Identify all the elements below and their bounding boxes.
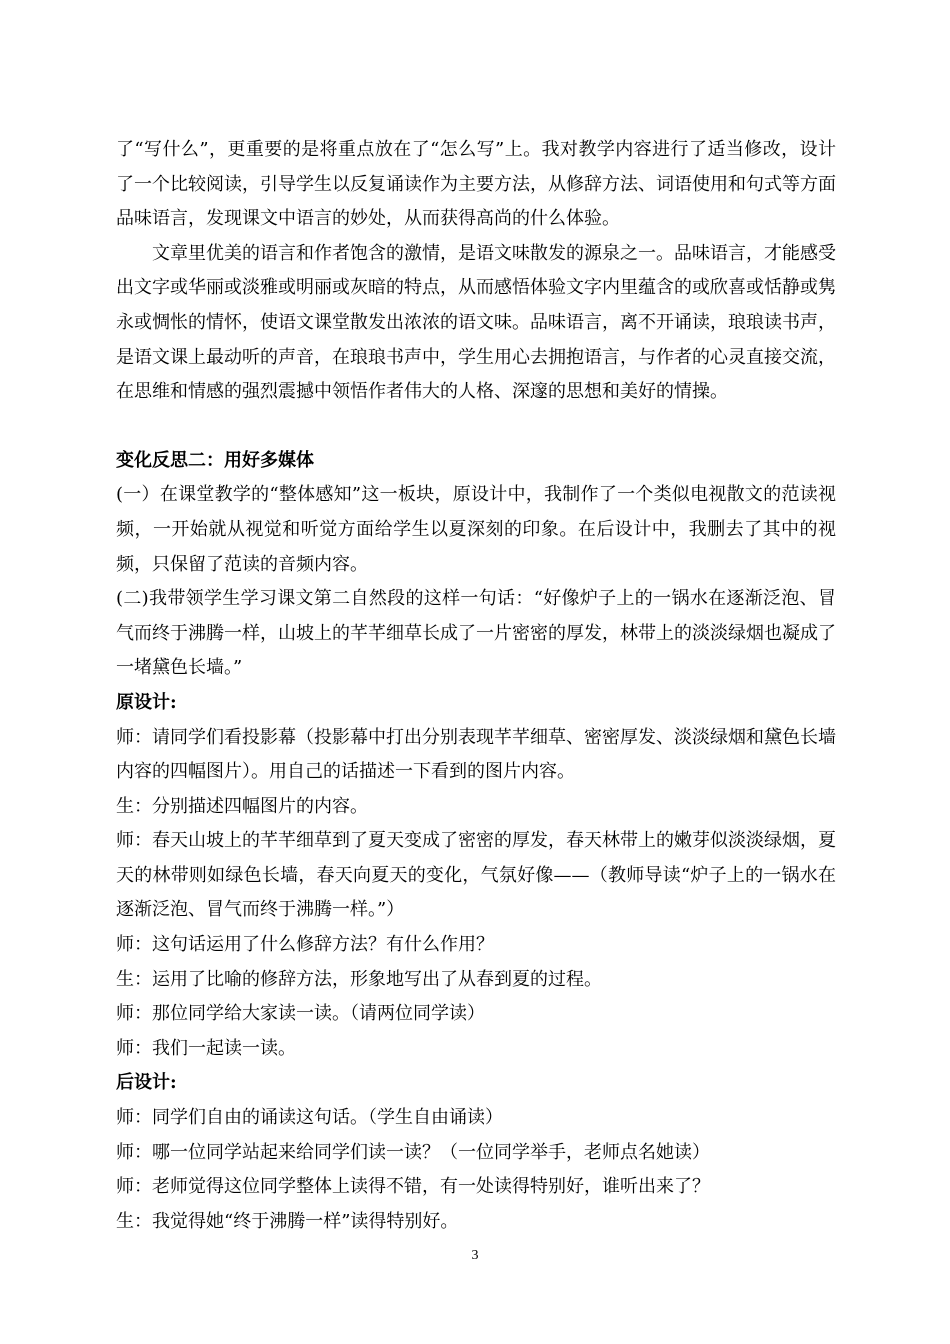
item-1-line-3: 的视频，只保留了范读的音频内容。: [116, 518, 837, 575]
later-design-label: 后设计:: [116, 1072, 177, 1094]
paragraph-1: [116, 133, 836, 237]
item-2-line-3: 凝成了一堵黛色长墙。”: [116, 622, 836, 679]
later-design-line-4: 生：我觉得她“终于沸腾一样”读得特别好。: [116, 1210, 459, 1232]
item-2-line-1: (二)我带领学生学习课文第二自然段的这样一句话：“好像炉子上的一锅水在逐渐泛泡、: [116, 588, 818, 610]
item-1-line-1: (一）在课堂教学的“整体感知”这一板块，原设计中，我制作了一个类似电视散文的范: [116, 484, 800, 506]
original-design-label: 原设计:: [116, 691, 177, 713]
paragraph-1-line-3: 等方面品味语言，发现课文中语言的妙处，从而获得高尚的什么体验。: [116, 173, 836, 230]
section-heading: 变化反思二：用好多媒体: [116, 449, 314, 471]
paragraph-2-line-5: 直接交流，在思维和情感的强烈震撼中领悟作者伟大的人格、深邃的思想和美好的情操。: [116, 346, 836, 403]
paragraph-2-line-1: 文章里优美的语言和作者饱含的激情，是语文味散发的源泉之一。品味语言，才能感: [152, 242, 818, 264]
later-design-line-3: 师：老师觉得这位同学整体上读得不错，有一处读得特别好，谁听出来了？: [116, 1176, 710, 1198]
original-design-line-10: 师：我们一起读一读。: [116, 1037, 296, 1059]
item-2-line-2: 冒气而终于沸腾一样，山坡上的芊芊细草长成了一片密密的厚发，林带上的淡淡绿烟也: [116, 588, 836, 644]
original-design-line-9: 师：那位同学给大家读一读。（请两位同学读）: [116, 1003, 485, 1025]
item-1: [116, 478, 836, 582]
paragraph-2: [116, 237, 836, 410]
later-design-line-2: 师：哪一位同学站起来给同学们读一读？（一位同学举手，老师点名她读）: [116, 1141, 710, 1163]
original-design-line-1: 师：请同学们看投影幕（投影幕中打出分别表现芊芊细草、密密厚发、淡淡绿烟和黛色长: [116, 726, 818, 748]
page-number: 3: [471, 1248, 479, 1263]
item-2: [116, 582, 836, 686]
original-design-line-8: 生：运用了比喻的修辞方法，形象地写出了从春到夏的过程。: [116, 968, 602, 990]
original-design-line-4: 师：春天山坡上的芊芊细草到了夏天变成了密密的厚发，春天林带上的嫩芽似淡淡绿烟，: [116, 830, 818, 852]
original-design-line-7: 师：这句话运用了什么修辞方法？有什么作用？: [116, 934, 494, 956]
paragraph-1-line-1: 了“写什么”，更重要的是将重点放在了“怎么写”上。我对教学内容进行了适当修改，: [116, 139, 800, 160]
original-design-line-6: 水在逐渐泛泡、冒气而终于沸腾一样。”）: [116, 864, 836, 921]
original-design-turn-1: [116, 721, 836, 790]
original-design-turn-3: [116, 824, 836, 928]
paragraph-2-line-3: 静或隽永或惆怅的情怀，使语文课堂散发出浓浓的语文味。品味语言，离不开诵读，琅琅: [116, 277, 836, 333]
original-design-line-2: 墙内容的四幅图片）。用自己的话描述一下看到的图片内容。: [116, 726, 836, 783]
original-design-line-3: 生：分别描述四幅图片的内容。: [116, 795, 368, 817]
document-page: [116, 133, 836, 1239]
later-design-line-1: 师：同学们自由的诵读这句话。（学生自由诵读）: [116, 1107, 503, 1129]
item-1-line-2: 读视频，一开始就从视觉和听觉方面给学生以夏深刻的印象。在后设计中，我删去了其中: [116, 484, 836, 540]
paragraph-1-line-2: 设计了一个比较阅读，引导学生以反复诵读作为主要方法，从修辞方法、词语使用和句式: [116, 139, 837, 195]
paragraph-2-line-4: 读书声，是语文课上最动听的声音，在琅琅书声中，学生用心去拥抱语言，与作者的心灵: [116, 311, 836, 368]
spacer: [116, 410, 836, 444]
paragraph-2-line-2: 受出文字或华丽或淡雅或明丽或灰暗的特点，从而感悟体验文字内里蕴含的或欣喜或恬: [116, 242, 836, 299]
original-design-line-5: 夏天的林带则如绿色长墙，春天向夏天的变化，气氛好像——（教师导读“炉子上的一锅: [116, 830, 836, 886]
